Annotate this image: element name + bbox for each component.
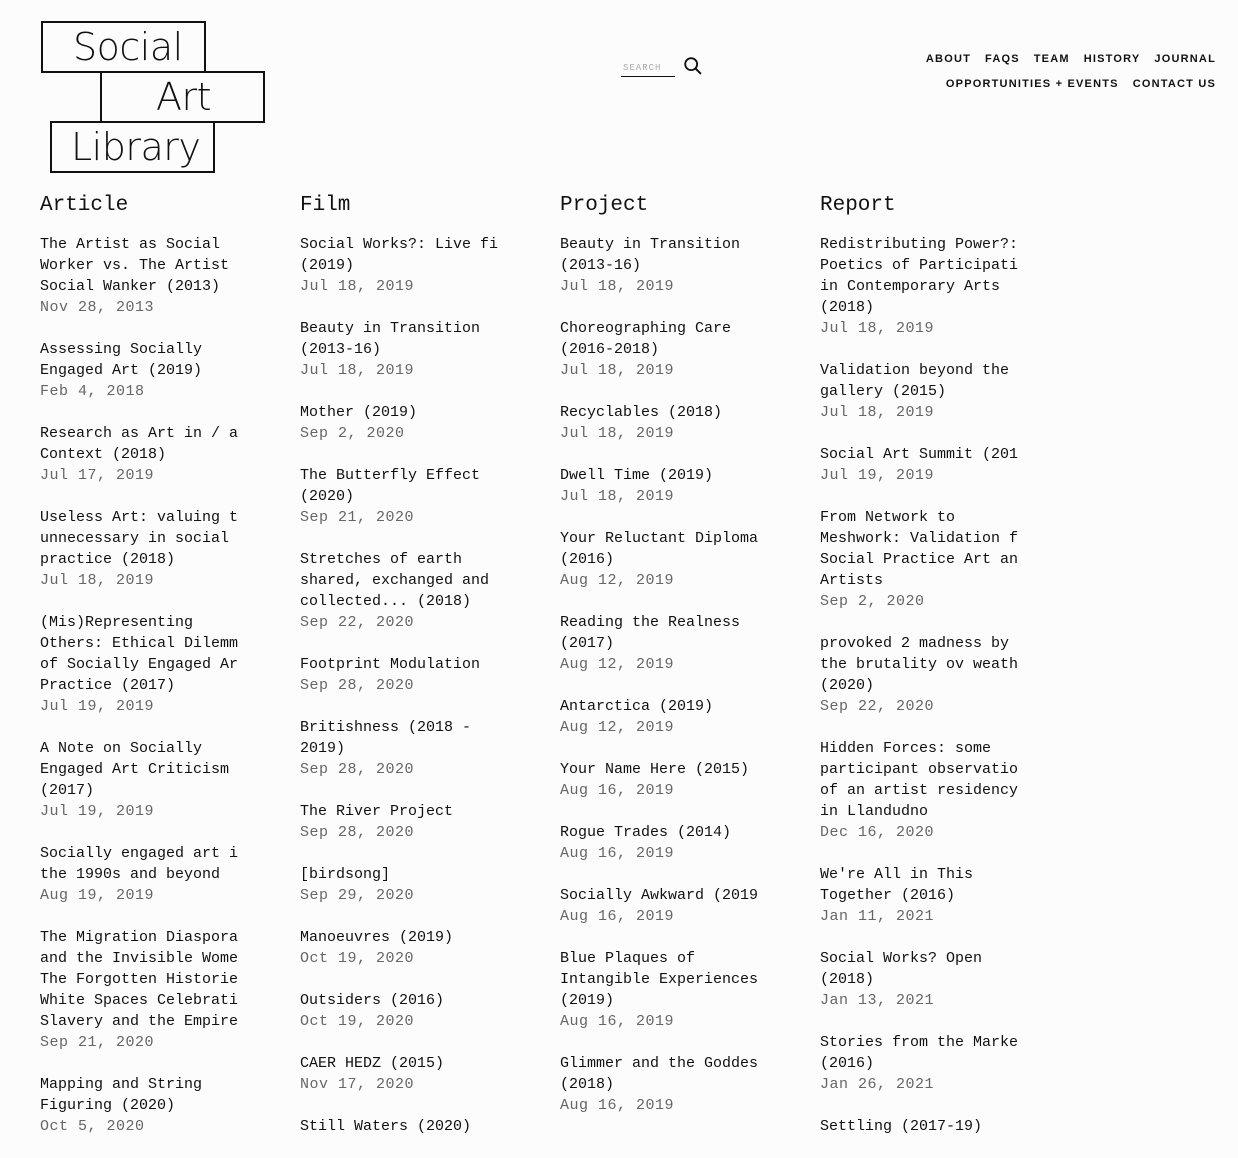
entry-title-link[interactable]: Outsiders (2016) xyxy=(300,992,445,1009)
list-item[interactable] xyxy=(40,507,260,591)
list-item[interactable] xyxy=(820,738,1040,843)
logo-text-art: Art xyxy=(156,75,212,119)
list-item[interactable] xyxy=(560,885,780,927)
entry-date: Aug 16, 2019 xyxy=(560,908,675,925)
entry-date: Nov 28, 2013 xyxy=(40,299,155,316)
entry-title-link[interactable]: Useless Art: valuing t unnecessary in social practice (2018) xyxy=(40,509,239,568)
entry-date: Sep 21, 2020 xyxy=(300,509,415,526)
list-item[interactable] xyxy=(560,1053,780,1116)
search-icon[interactable] xyxy=(682,55,704,77)
list-item[interactable] xyxy=(300,318,520,381)
entry-title-link[interactable]: Social Art Summit (201 xyxy=(820,446,1019,463)
entry-title-link[interactable]: Manoeuvres (2019) xyxy=(300,929,454,946)
list-item[interactable] xyxy=(40,1074,260,1137)
entry-title-link[interactable]: Dwell Time (2019) xyxy=(560,467,714,484)
entry-date: Aug 12, 2019 xyxy=(560,572,675,589)
list-item[interactable] xyxy=(560,402,780,444)
entry-title-link[interactable]: The Migration Diaspora and the Invisible Wome The Forgotten Historie White Spaces Celebrati Slavery and the Empire xyxy=(40,929,239,1030)
column-film xyxy=(300,193,520,1158)
entry-title-link[interactable]: Choreographing Care (2016-2018) xyxy=(560,320,732,358)
logo-box-social xyxy=(41,21,206,73)
list-item[interactable] xyxy=(560,318,780,381)
entry-date: Nov 17, 2020 xyxy=(300,1076,415,1093)
nav-link-faqs[interactable]: FAQS xyxy=(985,52,1020,65)
list-item[interactable] xyxy=(820,1032,1040,1095)
entry-title-link[interactable]: Social Works?: Live fi (2019) xyxy=(300,236,499,274)
list-item[interactable] xyxy=(40,738,260,822)
entry-title-link[interactable]: Glimmer and the Goddes (2018) xyxy=(560,1055,759,1093)
column-title-report[interactable]: Report xyxy=(820,194,896,217)
list-item[interactable] xyxy=(40,612,260,717)
list-item[interactable] xyxy=(560,696,780,738)
nav-link-team[interactable]: TEAM xyxy=(1033,52,1070,65)
entry-title-link[interactable]: Reading the Realness (2017) xyxy=(560,614,741,652)
entry-title-link[interactable]: Your Name Here (2015) xyxy=(560,761,750,778)
list-item[interactable] xyxy=(300,990,520,1032)
entry-title-link[interactable]: A Note on Socially Engaged Art Criticism (2017) xyxy=(40,740,230,799)
entry-title-link[interactable]: (Mis)Representing Others: Ethical Dilemm of Socially Engaged Ar Practice (2017) xyxy=(40,614,239,694)
column-article xyxy=(40,193,260,1158)
entry-title-link[interactable]: Mother (2019) xyxy=(300,404,418,421)
entry-title-link[interactable]: The Artist as Social Worker vs. The Artist Social Wanker (2013) xyxy=(40,236,230,295)
site-logo[interactable] xyxy=(40,20,266,175)
logo-text-social: Social xyxy=(73,25,183,69)
list-item[interactable] xyxy=(40,843,260,906)
list-item[interactable] xyxy=(40,423,260,486)
list-item[interactable] xyxy=(300,1116,520,1137)
entry-date: Jul 18, 2019 xyxy=(820,320,935,337)
list-item[interactable] xyxy=(300,465,520,528)
entry-title-link[interactable]: We're All in This Together (2016) xyxy=(820,866,974,904)
list-item[interactable] xyxy=(820,1116,1040,1137)
entry-date: Jan 26, 2021 xyxy=(820,1076,935,1093)
entry-date: Jul 19, 2019 xyxy=(820,467,935,484)
list-item[interactable] xyxy=(560,465,780,507)
column-title-article[interactable]: Article xyxy=(40,194,129,217)
entry-title-link[interactable]: provoked 2 madness by the brutality ov weath (2020) xyxy=(820,635,1019,694)
entry-date: Jul 19, 2019 xyxy=(40,698,155,715)
entry-date: Oct 19, 2020 xyxy=(300,950,415,967)
entry-title-link[interactable]: The River Project xyxy=(300,803,454,820)
list-item[interactable] xyxy=(820,444,1040,486)
entry-date: Oct 19, 2020 xyxy=(300,1013,415,1030)
list-item[interactable] xyxy=(820,633,1040,717)
entry-date: Jul 18, 2019 xyxy=(40,572,155,589)
list-item[interactable] xyxy=(300,927,520,969)
entry-title-link[interactable]: Beauty in Transition (2013-16) xyxy=(560,236,741,274)
entry-title-link[interactable]: Socially engaged art i the 1990s and beyond xyxy=(40,845,239,883)
entry-date: Jul 18, 2019 xyxy=(560,488,675,505)
column-title-film[interactable]: Film xyxy=(300,194,351,217)
list-item[interactable] xyxy=(820,507,1040,612)
entry-date: Aug 16, 2019 xyxy=(560,845,675,862)
entry-date: Sep 29, 2020 xyxy=(300,887,415,904)
list-item[interactable] xyxy=(40,339,260,402)
entry-title-link[interactable]: Rogue Trades (2014) xyxy=(560,824,732,841)
entry-title-link[interactable]: CAER HEDZ (2015) xyxy=(300,1055,445,1072)
entry-date: Aug 16, 2019 xyxy=(560,782,675,799)
list-item[interactable] xyxy=(820,360,1040,423)
entry-title-link[interactable]: Recyclables (2018) xyxy=(560,404,723,421)
column-report xyxy=(820,193,1040,1158)
entry-title-link[interactable]: Stories from the Marke (2016) xyxy=(820,1034,1019,1072)
entry-date: Sep 2, 2020 xyxy=(820,593,925,610)
entry-title-link[interactable]: Settling (2017-19) xyxy=(820,1118,983,1135)
entry-date: Jan 13, 2021 xyxy=(820,992,935,1009)
search-bar xyxy=(621,55,704,77)
entry-date: Sep 28, 2020 xyxy=(300,761,415,778)
list-item[interactable] xyxy=(300,654,520,696)
entry-date: Aug 16, 2019 xyxy=(560,1013,675,1030)
entry-date: Jul 18, 2019 xyxy=(300,362,415,379)
entry-title-link[interactable]: Beauty in Transition (2013-16) xyxy=(300,320,481,358)
entry-title-link[interactable]: Footprint Modulation xyxy=(300,656,481,673)
list-item[interactable] xyxy=(560,612,780,675)
list-item[interactable] xyxy=(560,234,780,297)
entry-date: Jul 18, 2019 xyxy=(560,425,675,442)
entry-date: Jul 18, 2019 xyxy=(300,278,415,295)
entry-date: Sep 28, 2020 xyxy=(300,677,415,694)
entry-date: Jul 17, 2019 xyxy=(40,467,155,484)
list-item[interactable] xyxy=(300,549,520,633)
entry-date: Oct 5, 2020 xyxy=(40,1118,145,1135)
entry-date: Jul 18, 2019 xyxy=(820,404,935,421)
entry-date: Sep 21, 2020 xyxy=(40,1034,155,1051)
entry-title-link[interactable]: Britishness (2018 - 2019) xyxy=(300,719,472,757)
entry-date: Jan 11, 2021 xyxy=(820,908,935,925)
list-item[interactable] xyxy=(560,528,780,591)
nav-link-opportunities-events[interactable]: OPPORTUNITIES + EVENTS xyxy=(945,77,1119,90)
main-nav xyxy=(926,46,1216,96)
list-item[interactable] xyxy=(820,864,1040,927)
list-item[interactable] xyxy=(300,402,520,444)
column-project xyxy=(560,193,780,1137)
nav-link-journal[interactable]: JOURNAL xyxy=(1154,52,1216,65)
logo-box-art xyxy=(100,71,265,123)
entry-date: Jul 18, 2019 xyxy=(560,362,675,379)
entry-date: Jul 19, 2019 xyxy=(40,803,155,820)
list-item[interactable] xyxy=(40,234,260,318)
nav-link-contact-us[interactable]: CONTACT US xyxy=(1132,77,1216,90)
list-item[interactable] xyxy=(560,948,780,1032)
nav-link-history[interactable]: HISTORY xyxy=(1083,52,1141,65)
nav-row-primary xyxy=(926,46,1216,71)
entry-title-link[interactable]: Socially Awkward (2019 xyxy=(560,887,759,904)
list-item[interactable] xyxy=(560,822,780,864)
list-item[interactable] xyxy=(560,759,780,801)
list-item[interactable] xyxy=(300,1053,520,1095)
entry-title-link[interactable]: Antarctica (2019) xyxy=(560,698,714,715)
list-item[interactable] xyxy=(820,948,1040,1011)
entry-date: Sep 2, 2020 xyxy=(300,425,405,442)
entry-title-link[interactable]: From Network to Meshwork: Validation f Social Practice Art an Artists xyxy=(820,509,1019,589)
logo-box-library xyxy=(50,121,215,173)
list-item[interactable] xyxy=(40,927,260,1053)
entry-title-link[interactable]: Hidden Forces: some participant observatio of an artist residency in Llandudno xyxy=(820,740,1019,820)
entry-title-link[interactable]: Validation beyond the gallery (2015) xyxy=(820,362,1010,400)
entry-title-link[interactable]: The Butterfly Effect (2020) xyxy=(300,467,481,505)
entry-date: Sep 22, 2020 xyxy=(820,698,935,715)
entry-title-link[interactable]: Redistributing Power?: Poetics of Participati in Contemporary Arts (2018) xyxy=(820,236,1019,316)
entry-title-link[interactable]: Stretches of earth shared, exchanged and collected... (2018) xyxy=(300,551,490,610)
entry-title-link[interactable]: Research as Art in / a Context (2018) xyxy=(40,425,239,463)
nav-link-about[interactable]: ABOUT xyxy=(925,52,972,65)
entry-date: Feb 4, 2018 xyxy=(40,383,145,400)
logo-text-library: Library xyxy=(71,125,201,169)
entry-title-link[interactable]: Assessing Socially Engaged Art (2019) xyxy=(40,341,203,379)
entry-title-link[interactable]: Blue Plaques of Intangible Experiences (2019) xyxy=(560,950,759,1009)
entry-title-link[interactable]: Your Reluctant Diploma (2016) xyxy=(560,530,759,568)
list-item[interactable] xyxy=(820,234,1040,339)
list-item[interactable] xyxy=(300,801,520,843)
entry-date: Aug 12, 2019 xyxy=(560,719,675,736)
search-input[interactable] xyxy=(621,63,675,77)
entry-title-link[interactable]: Social Works? Open (2018) xyxy=(820,950,983,988)
nav-row-secondary xyxy=(926,71,1216,96)
column-title-project[interactable]: Project xyxy=(560,194,649,217)
entry-date: Jul 18, 2019 xyxy=(560,278,675,295)
entry-date: Sep 22, 2020 xyxy=(300,614,415,631)
entry-date: Aug 12, 2019 xyxy=(560,656,675,673)
entry-date: Aug 19, 2019 xyxy=(40,887,155,904)
entry-title-link[interactable]: Mapping and String Figuring (2020) xyxy=(40,1076,203,1114)
list-item[interactable] xyxy=(300,864,520,906)
list-item[interactable] xyxy=(300,234,520,297)
entry-date: Aug 16, 2019 xyxy=(560,1097,675,1114)
entry-title-link[interactable]: Still Waters (2020) xyxy=(300,1118,472,1135)
entry-title-link[interactable]: [birdsong] xyxy=(300,866,391,883)
entry-date: Sep 28, 2020 xyxy=(300,824,415,841)
entry-date: Dec 16, 2020 xyxy=(820,824,935,841)
list-item[interactable] xyxy=(300,717,520,780)
